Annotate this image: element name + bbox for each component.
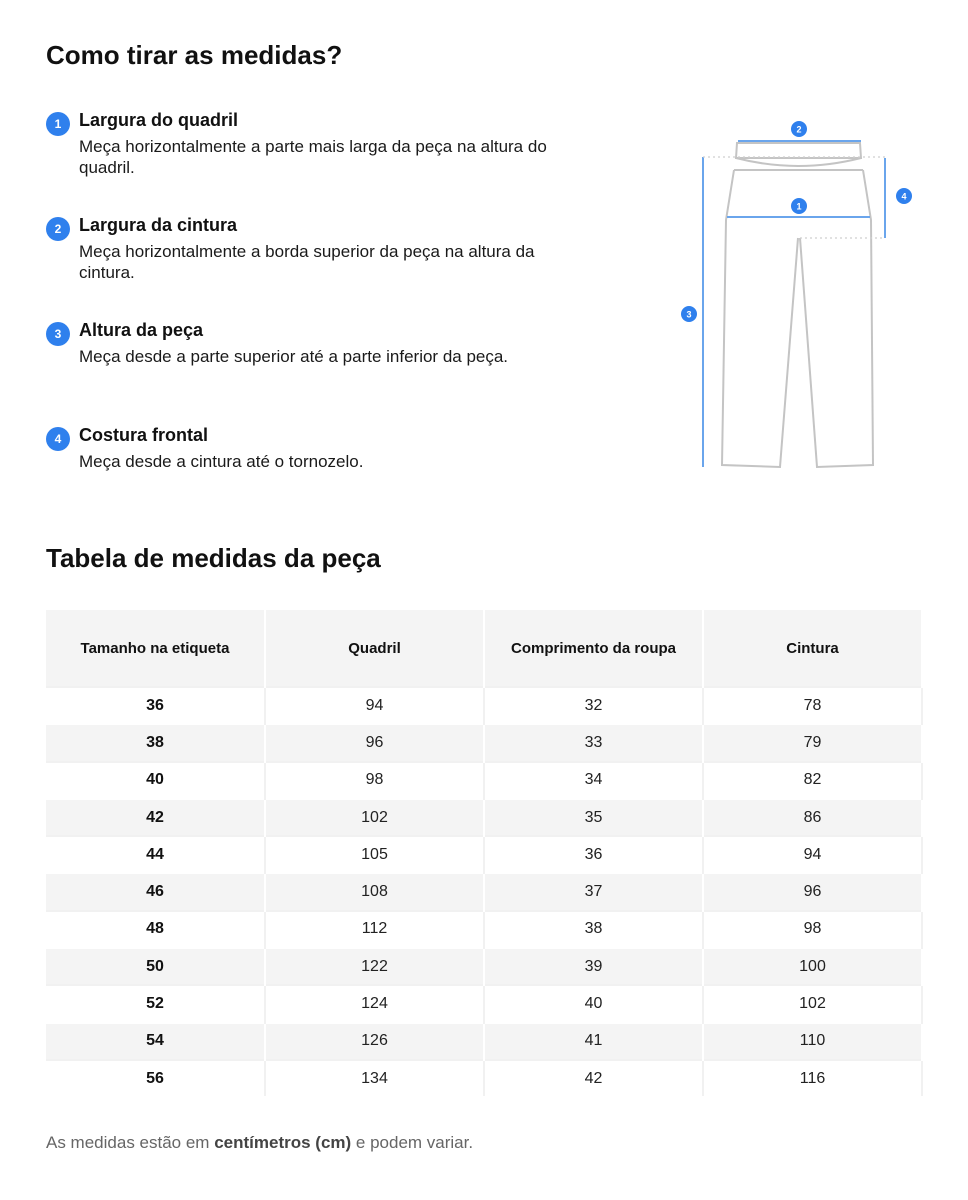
page-title: Como tirar as medidas? — [46, 40, 343, 70]
cell-hip: 122 — [265, 948, 484, 985]
cell-length: 35 — [484, 799, 703, 836]
cell-waist: 116 — [703, 1060, 922, 1096]
cell-hip: 102 — [265, 799, 484, 836]
table-row — [46, 948, 922, 985]
table-header-row — [46, 610, 922, 687]
pants-outline-icon — [722, 143, 873, 467]
step-title: Largura da cintura — [79, 215, 238, 235]
cell-length: 41 — [484, 1023, 703, 1060]
cell-hip: 94 — [265, 687, 484, 724]
table-row — [46, 762, 922, 799]
cell-length: 42 — [484, 1060, 703, 1096]
col-header-length: Comprimento da roupa — [484, 610, 703, 687]
marker-label: 1 — [796, 201, 802, 212]
col-header-size: Tamanho na etiqueta — [46, 610, 265, 687]
step-description: Meça desde a parte superior até a parte inferior da peça. — [79, 347, 509, 366]
cell-length: 32 — [484, 687, 703, 724]
marker-1 — [791, 198, 807, 214]
table-row — [46, 1023, 922, 1060]
col-header-hip: Quadril — [265, 610, 484, 687]
marker-3 — [681, 306, 697, 322]
cell-waist: 110 — [703, 1023, 922, 1060]
cell-hip: 124 — [265, 985, 484, 1022]
cell-size: 44 — [46, 836, 265, 873]
cell-length: 36 — [484, 836, 703, 873]
marker-label: 4 — [901, 191, 907, 202]
size-table — [46, 610, 923, 1096]
cell-hip: 105 — [265, 836, 484, 873]
step-number-badge: 2 — [46, 217, 70, 241]
step-title: Costura frontal — [79, 425, 209, 445]
footnote-suffix: e podem variar. — [351, 1133, 474, 1152]
cell-size: 46 — [46, 873, 265, 910]
cell-length: 38 — [484, 911, 703, 948]
marker-label: 2 — [796, 124, 802, 135]
col-header-waist: Cintura — [703, 610, 922, 687]
cell-waist: 82 — [703, 762, 922, 799]
cell-size: 40 — [46, 762, 265, 799]
cell-waist: 86 — [703, 799, 922, 836]
table-row — [46, 799, 922, 836]
cell-hip: 98 — [265, 762, 484, 799]
table-row — [46, 1060, 922, 1096]
step-number-badge: 3 — [46, 322, 70, 346]
marker-2 — [791, 121, 807, 137]
cell-size: 42 — [46, 799, 265, 836]
cell-hip: 134 — [265, 1060, 484, 1096]
cell-hip: 96 — [265, 724, 484, 761]
cell-size: 48 — [46, 911, 265, 948]
table-row — [46, 687, 922, 724]
cell-length: 34 — [484, 762, 703, 799]
step-number-badge: 4 — [46, 427, 70, 451]
table-row — [46, 836, 922, 873]
table-row — [46, 724, 922, 761]
table-row — [46, 873, 922, 910]
pants-measurement-diagram — [660, 110, 930, 480]
cell-size: 36 — [46, 687, 265, 724]
step-description: Meça horizontalmente a parte mais larga da peça na altura do quadril. — [79, 137, 547, 177]
cell-length: 33 — [484, 724, 703, 761]
cell-waist: 94 — [703, 836, 922, 873]
cell-length: 37 — [484, 873, 703, 910]
step-title: Largura do quadril — [79, 110, 239, 130]
cell-waist: 98 — [703, 911, 922, 948]
table-row — [46, 985, 922, 1022]
cell-hip: 126 — [265, 1023, 484, 1060]
units-footnote — [46, 1133, 473, 1153]
marker-4 — [896, 188, 912, 204]
marker-label: 3 — [686, 309, 692, 320]
cell-length: 40 — [484, 985, 703, 1022]
step-description: Meça horizontalmente a borda superior da peça na altura da cintura. — [79, 242, 535, 282]
cell-size: 54 — [46, 1023, 265, 1060]
cell-waist: 79 — [703, 724, 922, 761]
cell-size: 56 — [46, 1060, 265, 1096]
step-title: Altura da peça — [79, 320, 204, 340]
table-row — [46, 911, 922, 948]
cell-waist: 102 — [703, 985, 922, 1022]
cell-waist: 96 — [703, 873, 922, 910]
footnote-unit: centímetros (cm) — [214, 1133, 352, 1152]
cell-size: 38 — [46, 724, 265, 761]
cell-waist: 78 — [703, 687, 922, 724]
cell-size: 50 — [46, 948, 265, 985]
step-number-badge: 1 — [46, 112, 70, 136]
size-table-title: Tabela de medidas da peça — [46, 543, 381, 573]
cell-waist: 100 — [703, 948, 922, 985]
cell-length: 39 — [484, 948, 703, 985]
step-description: Meça desde a cintura até o tornozelo. — [79, 452, 364, 471]
footnote-prefix: As medidas estão em — [46, 1133, 215, 1152]
cell-hip: 108 — [265, 873, 484, 910]
cell-hip: 112 — [265, 911, 484, 948]
cell-size: 52 — [46, 985, 265, 1022]
